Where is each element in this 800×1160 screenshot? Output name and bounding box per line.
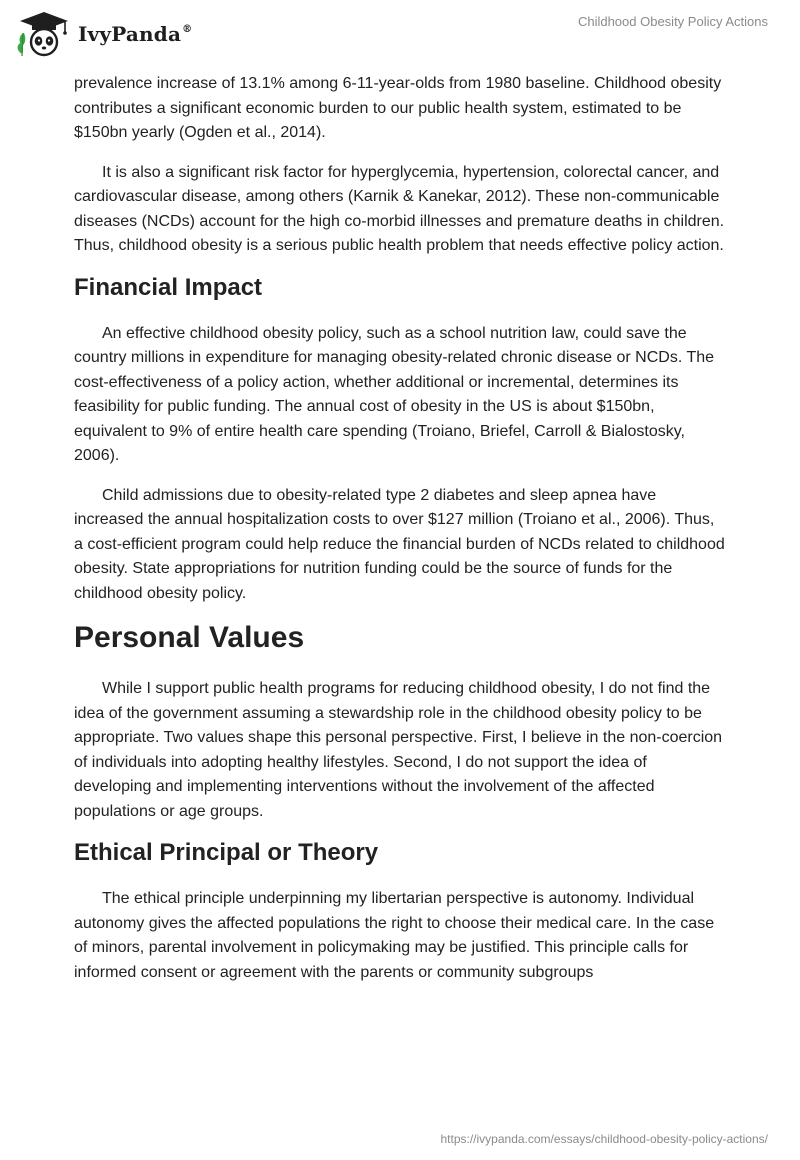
- brand-text: IvyPanda: [78, 22, 182, 46]
- registered-mark: ®: [182, 24, 193, 35]
- heading-ethical-principle: Ethical Principal or Theory: [74, 839, 379, 866]
- paragraph-3: An effective childhood obesity policy, such as a school nutrition law, could save the country millions in expenditure for managing obesity-related chronic disease or NCDs. The cost-effectiveness of a policy action, whether additional or incremental, determines its feasibility for public funding. The annual cost of obesity in the US is about $150bn, equivalent to 9% of entire health care spending (Troiano, Briefel, Carroll & Bialostosky, 2006).: [74, 324, 715, 464]
- paragraph-4: Child admissions due to obesity-related type 2 diabetes and sleep apnea have increased the annual hospitalization costs to over $127 million (Troiano et al., 2006). Thus, a cost-efficient program could help reduce the financial burden of NCDs related to childhood obesity. State appropriations for nutrition funding could be the source of funds for the childhood obesity policy.: [74, 486, 725, 602]
- source-url-link[interactable]: https://ivypanda.com/essays/childhood-obesity-policy-actions/: [440, 1132, 768, 1146]
- ivypanda-logo[interactable]: [14, 8, 192, 60]
- essay-content: [74, 72, 726, 1000]
- paragraph-6: The ethical principle underpinning my libertarian perspective is autonomy. Individual autonomy gives the affected populations the right to choose their medical care. In the case of minors, parental involvement in policymaking may be justified. This principle calls for informed consent or agreement with the parents or community subgroups: [74, 890, 715, 981]
- panda-graduate-icon: [14, 8, 74, 60]
- brand-name: [78, 22, 192, 46]
- paragraph-1: prevalence increase of 13.1% among 6-11-year-olds from 1980 baseline. Childhood obesity contributes a significant economic burden to our public health system, estimated to be $150bn yearly (Ogden et al., 2014).: [74, 75, 722, 141]
- running-title: Childhood Obesity Policy Actions: [577, 14, 768, 29]
- paragraph-5: While I support public health programs for reducing childhood obesity, I do not find the idea of the government assuming a stewardship role in the childhood obesity policy to be appropriate. Two values shape this personal perspective. First, I believe in the non-coercion of individuals into adopting healthy lifestyles. Second, I do not support the idea of developing and implementing interventions without the involvement of the affected populations or age groups.: [74, 680, 723, 820]
- heading-personal-values: Personal Values: [74, 621, 305, 654]
- page-header: [0, 0, 800, 66]
- paragraph-2: It is also a significant risk factor for hyperglycemia, hypertension, colorectal cancer, and cardiovascular disease, among others (Karnik & Kanekar, 2012). These non-communicable diseases (NCDs) account for the high co-morbid illnesses and premature deaths in children. Thus, childhood obesity is a serious public health problem that needs effective policy action.: [74, 163, 725, 254]
- heading-financial-impact: Financial Impact: [74, 273, 263, 301]
